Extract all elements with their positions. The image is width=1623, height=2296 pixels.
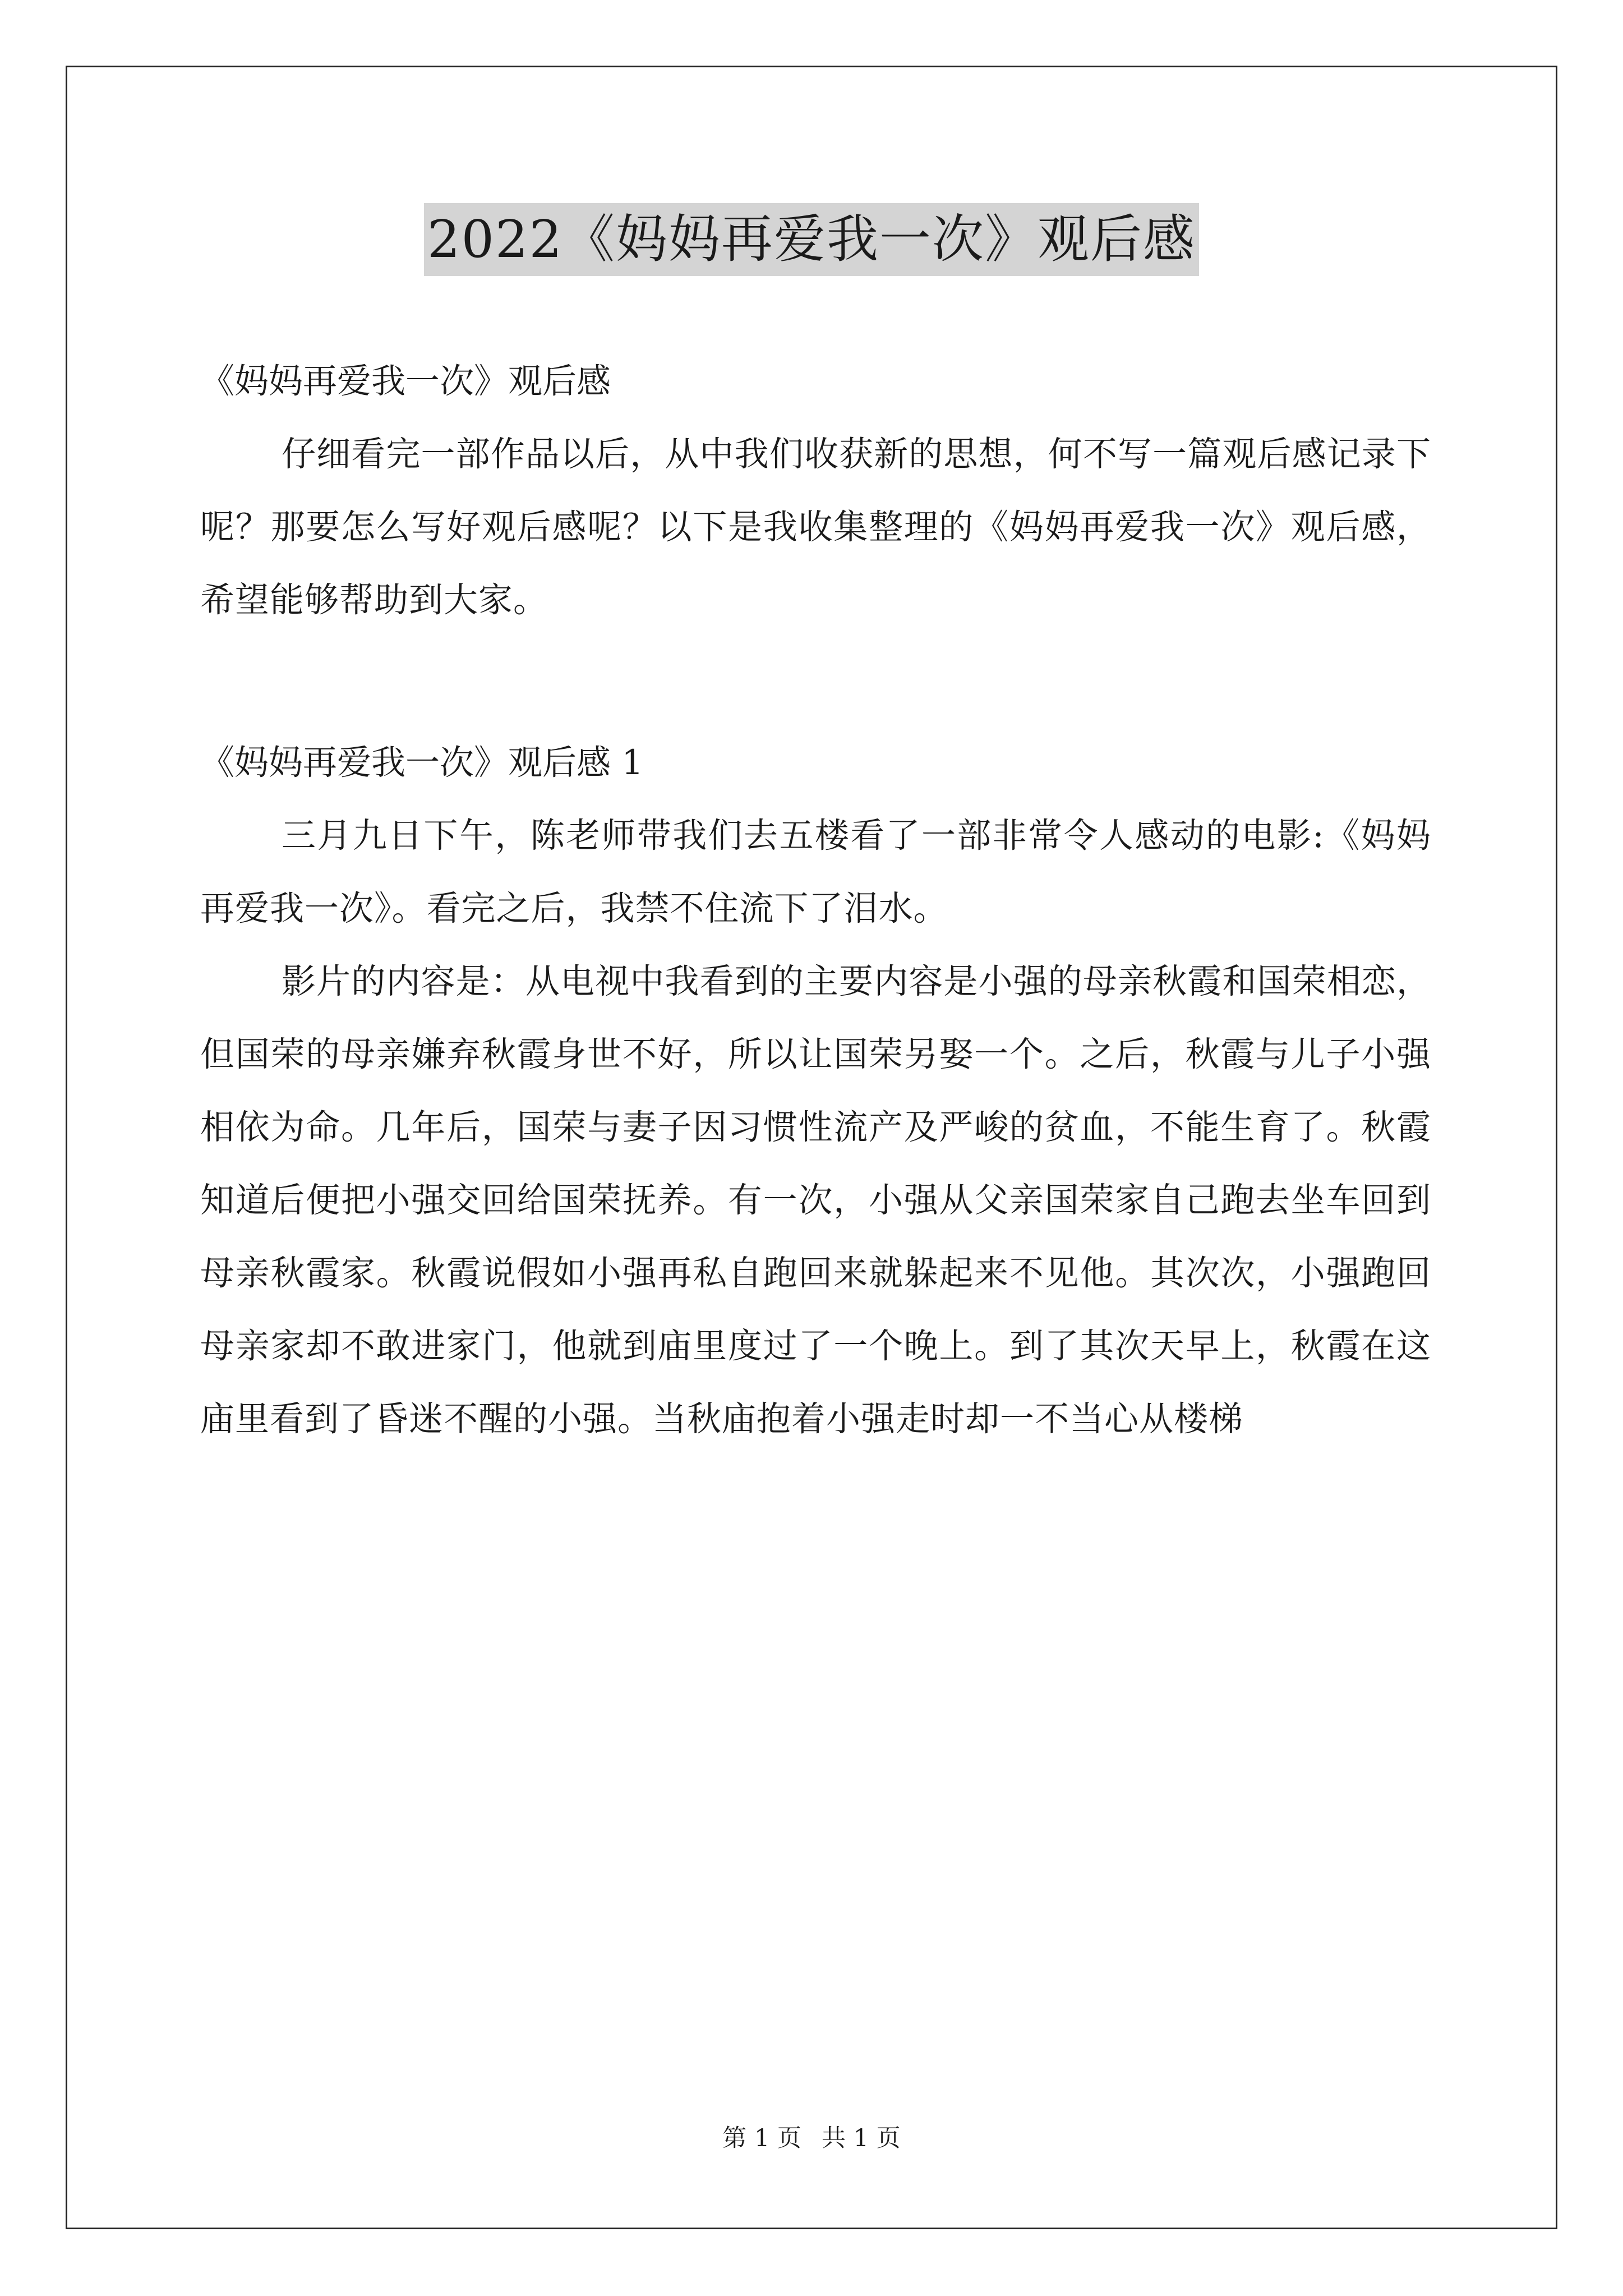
page-footer <box>0 2122 1623 2155</box>
page-total: 共 1 页 <box>822 2124 901 2152</box>
body-paragraph: 三月九日下午，陈老师带我们去五楼看了一部非常令人感动的电影:《妈妈再爱我一次》。看完之后，我禁不住流下了泪水。 <box>200 816 1431 928</box>
intro-paragraph: 仔细看完一部作品以后，从中我们收获新的思想，何不写一篇观后感记录下呢？那要怎么写好观后感呢？以下是我收集整理的《妈妈再爱我一次》观后感，希望能够帮助到大家。 <box>200 434 1431 620</box>
title-container <box>0 203 1623 276</box>
body-paragraph: 影片的内容是：从电视中我看到的主要内容是小强的母亲秋霞和国荣相恋，但国荣的母亲嫌弃秋霞身世不好，所以让国荣另娶一个。之后，秋霞与儿子小强相依为命。几年后，国荣与妻子因习惯性流产及严峻的贫血，不能生育了。秋霞知道后便把小强交回给国荣抚养。有一次，小强从父亲国荣家自己跑去坐车回到母亲秋霞家。秋霞说假如小强再私自跑回来就躲起来不见他。其次次，小强跑回母亲家却不敢进家门，他就到庙里度过了一个晚上。到了其次天早上，秋霞在这庙里看到了昏迷不醒的小强。当秋庙抱着小强走时却一不当心从楼梯 <box>200 961 1431 1439</box>
document-body <box>200 345 1431 1456</box>
page-number: 第 1 页 <box>722 2124 801 2152</box>
intro-heading: 《妈妈再爱我一次》观后感 <box>200 361 611 401</box>
document-title: 2022《妈妈再爱我一次》观后感 <box>424 203 1199 276</box>
section-spacer <box>200 637 1431 726</box>
section-heading: 《妈妈再爱我一次》观后感 1 <box>200 743 644 783</box>
